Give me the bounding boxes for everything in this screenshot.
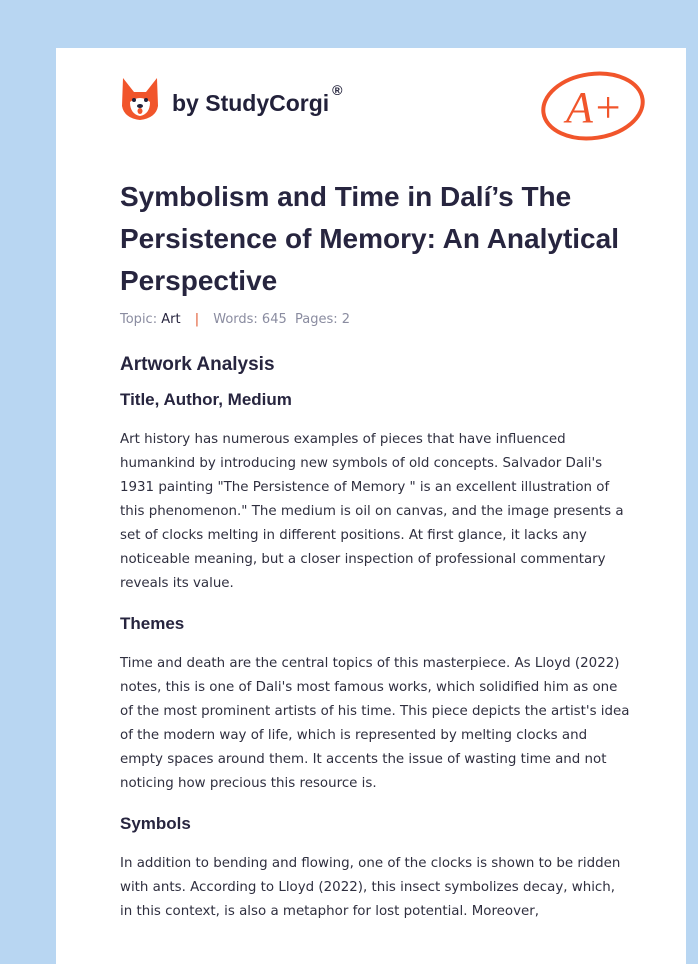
svg-text:A+: A+ (566, 83, 623, 132)
heading-artwork-analysis: Artwork Analysis (120, 354, 275, 375)
a-plus-grade-icon (538, 70, 648, 142)
word-count: Words: 645 (213, 312, 287, 327)
studycorgi-logo[interactable] (120, 76, 343, 122)
page-count: Pages: 2 (295, 312, 351, 327)
brand-text: by StudyCorgi (172, 89, 330, 116)
article-body (120, 350, 630, 942)
brand-name (172, 81, 343, 117)
meta-separator: | (194, 312, 200, 327)
paragraph: Time and death are the central topics of this masterpiece. As Lloyd (2022) notes, this is one of Dali's most famous works, which solidified him as one of the most prominent artists of his time. This piece depicts the artist's idea of the modern way of life, which is represented by melting clocks and empty spaces around them. It accents the issue of wasting time and not noticing how precious this resource is. (120, 656, 630, 791)
topic-label: Topic: (120, 312, 158, 327)
document-page (56, 48, 686, 964)
page-title: Symbolism and Time in Dalí’s The Persistence of Memory: An Analytical Perspective (120, 181, 619, 296)
heading-themes: Themes (120, 614, 185, 633)
corgi-icon (120, 76, 160, 122)
heading-symbols: Symbols (120, 814, 191, 833)
paragraph: In addition to bending and flowing, one of the clocks is shown to be ridden with ants. According to Lloyd (2022), this insect symbolizes decay, which, in this context, is also a metaphor for lost potential. Moreover, (120, 856, 621, 919)
article-meta (120, 312, 350, 327)
registered-mark: ® (332, 81, 343, 98)
topic-link[interactable]: Art (161, 312, 181, 327)
paragraph: Art history has numerous examples of pieces that have influenced humankind by introducing new symbols of old concepts. Salvador Dali's 1931 painting "The Persistence of Memory " is an excellent illustration of this phenomenon." The medium is oil on canvas, and the image presents a set of clocks melting in different positions. At first glance, it lacks any noticeable meaning, but a closer inspection of professional commentary reveals its value. (120, 432, 624, 591)
heading-title-author-medium: Title, Author, Medium (120, 390, 292, 409)
